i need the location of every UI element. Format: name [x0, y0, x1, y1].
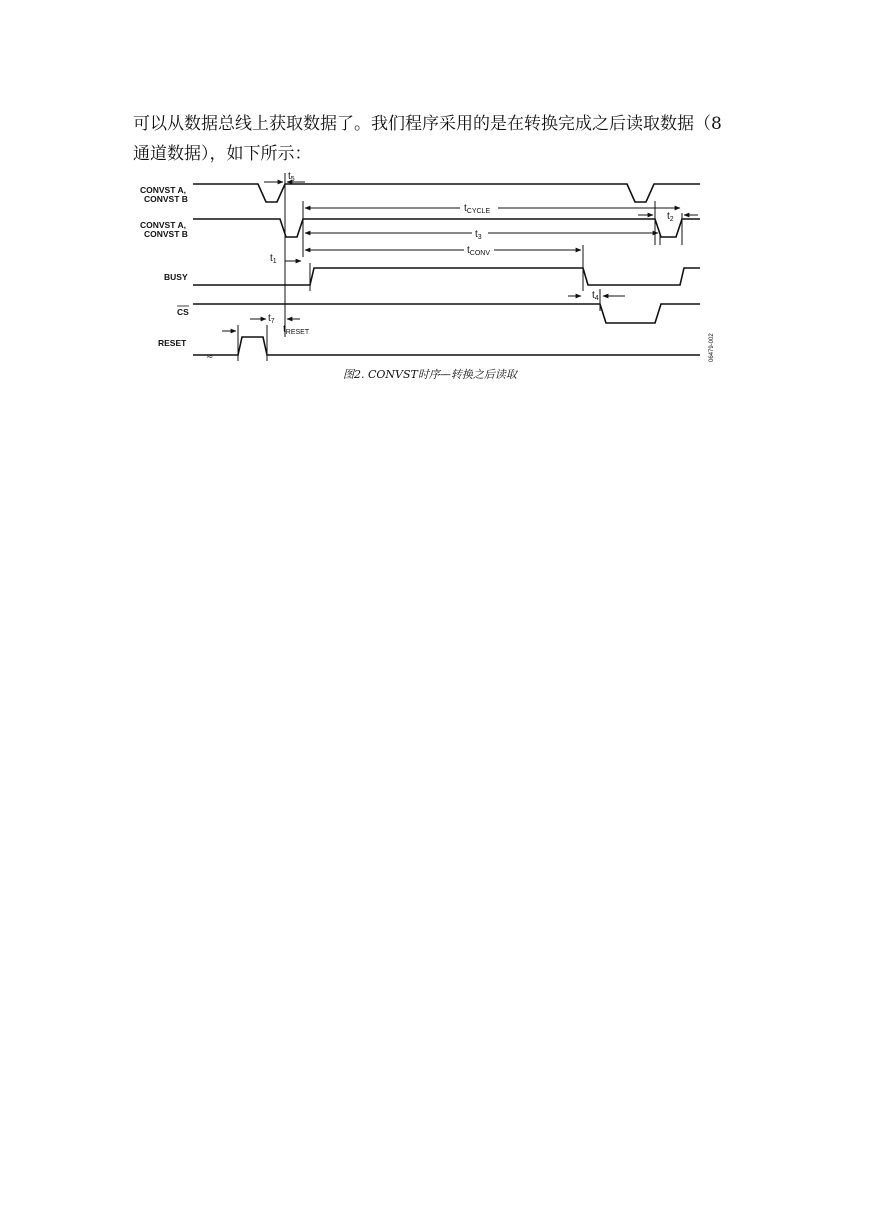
waveform-convst-2 [193, 219, 700, 237]
waveform-busy [193, 268, 700, 285]
label-treset: $t_{RESET}$ [283, 324, 310, 336]
label-t3: $t_3$ [475, 229, 482, 241]
label-t7: $t_7$ [268, 313, 275, 325]
break-icon: ≈ [206, 352, 214, 362]
label-convst-1-a: CONVST A, [140, 185, 186, 195]
figure-code: 06479-002 [709, 333, 715, 362]
label-t5: $t_5$ [288, 171, 295, 183]
body-paragraph [133, 109, 743, 169]
label-convst-2-b: CONVST B [144, 229, 188, 239]
figure-caption: 图2. CONVST时序—转换之后读取 [343, 368, 517, 381]
label-convst-2-a: CONVST A, [140, 220, 186, 230]
label-t2: $t_2$ [667, 211, 674, 223]
paragraph-line-1: 可以从数据总线上获取数据了。我们程序采用的是在转换完成之后读取数据（8 [133, 114, 722, 134]
label-cs: CS [177, 307, 189, 317]
label-tcycle: $t_{CYCLE}$ [464, 203, 491, 215]
label-busy: BUSY [164, 272, 188, 282]
label-convst-1-b: CONVST B [144, 194, 188, 204]
waveform-convst-1 [193, 184, 700, 202]
waveform-reset [193, 337, 700, 355]
label-reset: RESET [158, 338, 187, 348]
label-t1: $t_1$ [270, 253, 277, 265]
label-t4: $t_4$ [592, 290, 599, 302]
paragraph-line-2: 通道数据），如下所示： [133, 144, 312, 164]
label-tconv: $t_{CONV}$ [467, 245, 491, 257]
timing-diagram [130, 165, 720, 365]
